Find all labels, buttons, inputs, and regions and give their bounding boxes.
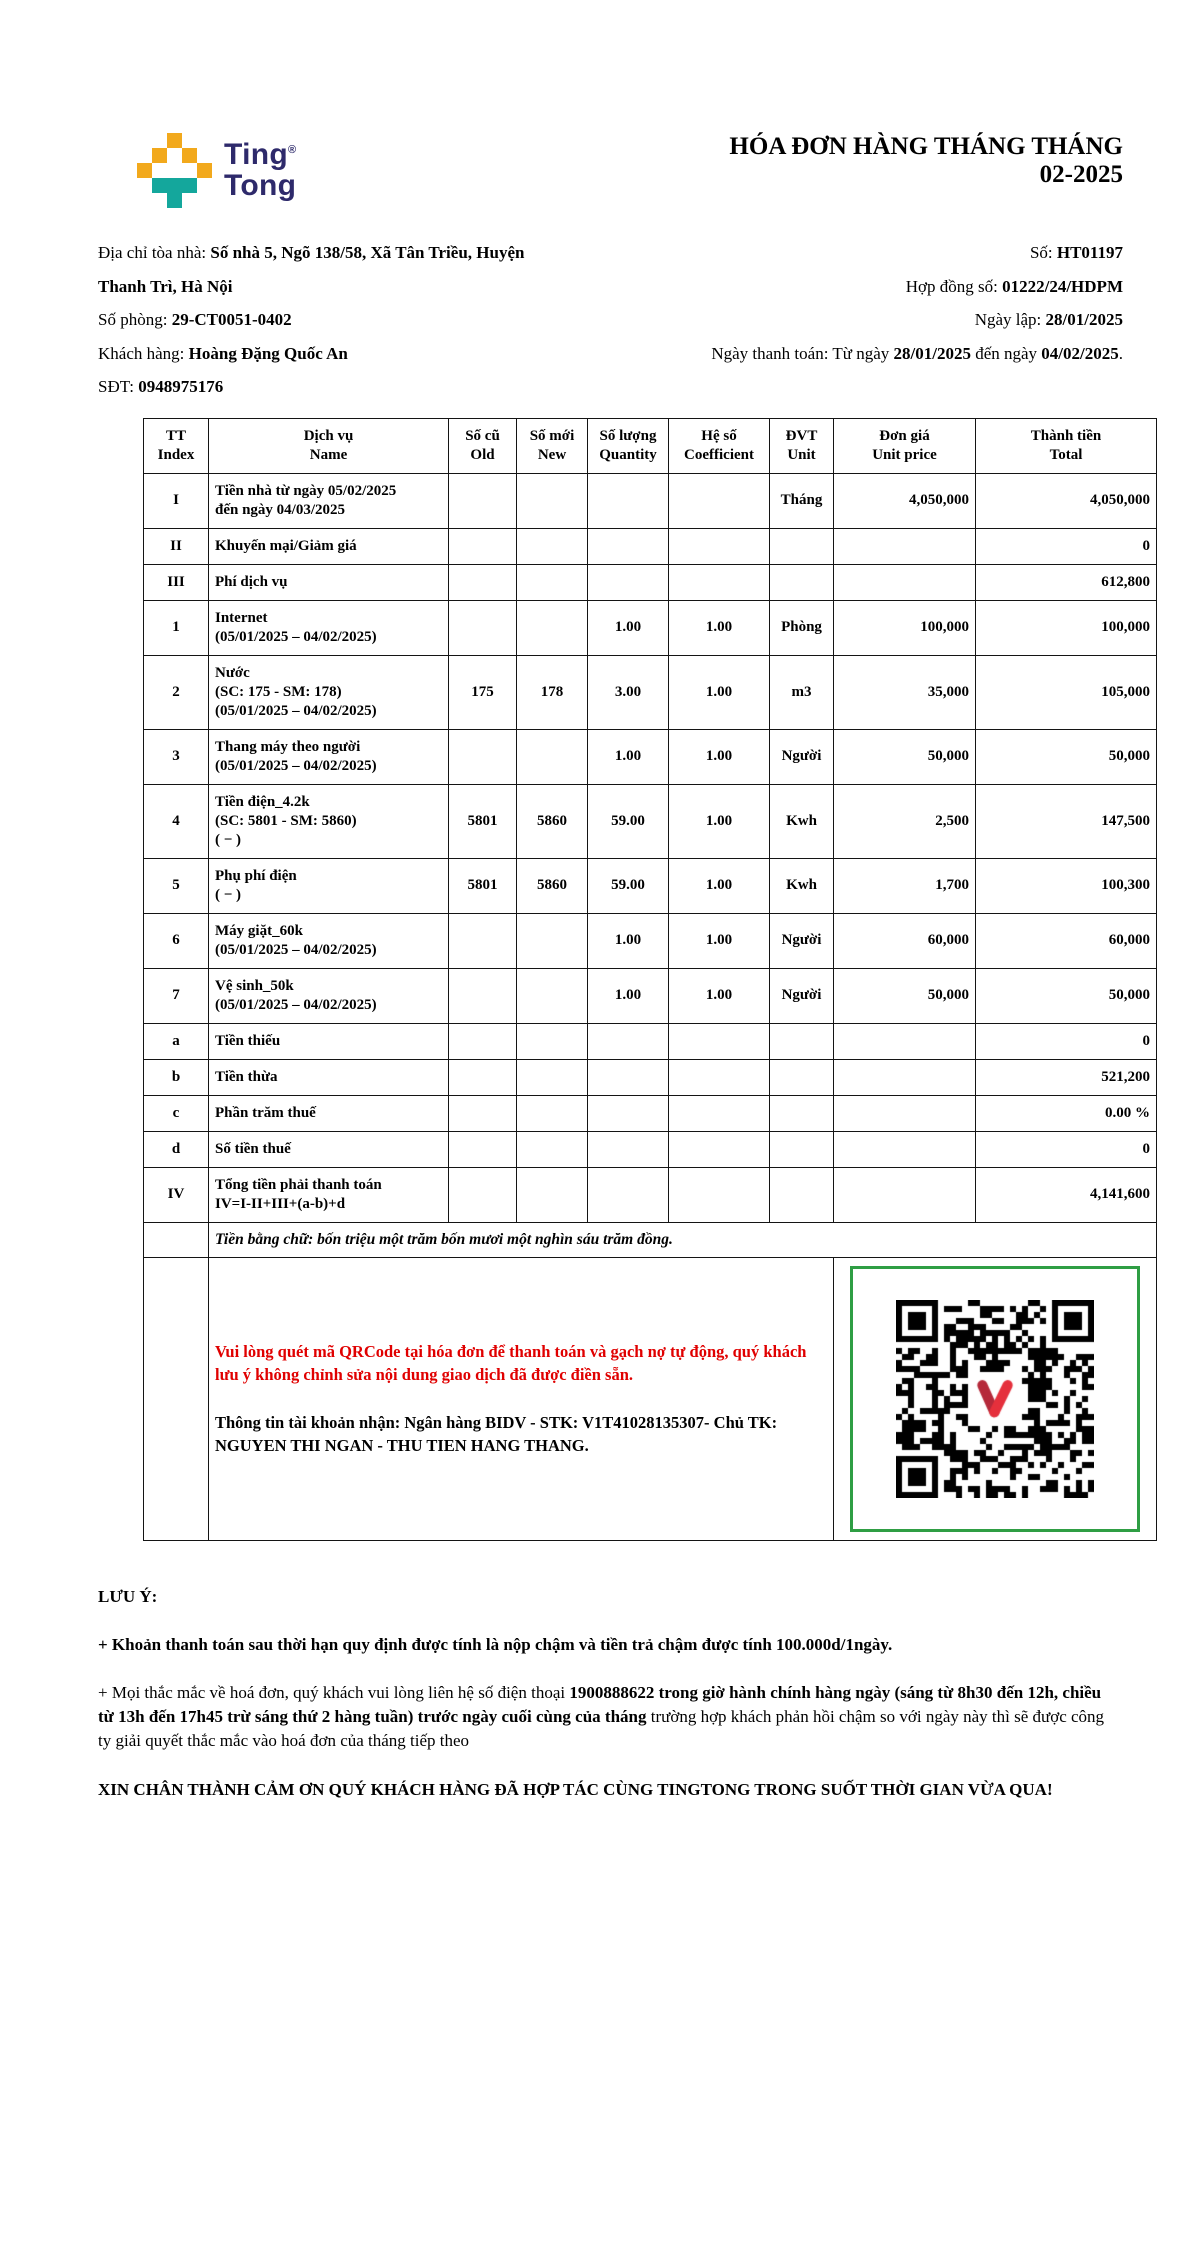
cell-name: Internet (05/01/2025 – 04/02/2025): [209, 600, 449, 655]
logo-pixel: [137, 163, 152, 178]
info-line: Số phòng: 29-CT0051-0402: [98, 310, 292, 329]
cell-unit-price: 50,000: [834, 968, 976, 1023]
logo-pixel: [152, 148, 167, 163]
cell-index: 5: [144, 858, 209, 913]
logo-pixel: [182, 148, 197, 163]
invoice-table: [143, 418, 1157, 1541]
cell-unit-price: [834, 564, 976, 600]
cell-unit: Kwh: [770, 784, 834, 858]
cell-new: [517, 1095, 588, 1131]
brand-name-ting: Ting: [224, 138, 288, 171]
cell-name: Thang máy theo người (05/01/2025 – 04/02/2025): [209, 729, 449, 784]
cell-coefficient: [669, 564, 770, 600]
cell-index: II: [144, 528, 209, 564]
column-header: Số lượng Quantity: [588, 418, 669, 473]
tingtong-logo-icon: [137, 133, 212, 208]
service-row: [144, 968, 1157, 1023]
logo-pixel: [152, 133, 167, 148]
cell-coefficient: [669, 528, 770, 564]
cell-total: 105,000: [976, 655, 1157, 729]
cell-unit: Người: [770, 968, 834, 1023]
cell-total: 0: [976, 1131, 1157, 1167]
amount-in-words-row: [144, 1222, 1157, 1257]
invoice-table-head: [144, 418, 1157, 473]
cell-coefficient: 1.00: [669, 784, 770, 858]
cell-unit-price: [834, 1131, 976, 1167]
cell-total: 612,800: [976, 564, 1157, 600]
cell-coefficient: [669, 1023, 770, 1059]
info-line: Địa chỉ tòa nhà: Số nhà 5, Ngõ 138/58, Xã Tân Triều, Huyện Thanh Trì, Hà Nội: [98, 243, 525, 296]
cell-index: b: [144, 1059, 209, 1095]
cell-unit: m3: [770, 655, 834, 729]
header-row: [144, 418, 1157, 473]
cell-coefficient: [669, 1095, 770, 1131]
cell-index: 4: [144, 784, 209, 858]
cell-unit: Kwh: [770, 858, 834, 913]
payment-note-cell: [209, 1257, 834, 1540]
qr-code-cell: [834, 1257, 1157, 1540]
logo-pixel: [167, 193, 182, 208]
cell-old: [449, 1059, 517, 1095]
info-line: SĐT: 0948975176: [98, 377, 224, 396]
cell-quantity: [588, 1023, 669, 1059]
cell-unit-price: [834, 528, 976, 564]
cell-coefficient: 1.00: [669, 600, 770, 655]
logo-pixel: [152, 178, 167, 193]
service-row: [144, 1095, 1157, 1131]
logo-pixel: [197, 193, 212, 208]
column-header: Số cũ Old: [449, 418, 517, 473]
logo-pixel: [152, 193, 167, 208]
service-row: [144, 655, 1157, 729]
cell-new: [517, 1059, 588, 1095]
column-header: Thành tiền Total: [976, 418, 1157, 473]
cell-total: 100,300: [976, 858, 1157, 913]
cell-old: [449, 1131, 517, 1167]
cell-quantity: 1.00: [588, 968, 669, 1023]
column-header: Dịch vụ Name: [209, 418, 449, 473]
cell-new: 5860: [517, 858, 588, 913]
cell-old: 5801: [449, 858, 517, 913]
cell-index: d: [144, 1131, 209, 1167]
customer-info: [98, 236, 560, 404]
cell-unit-price: 60,000: [834, 913, 976, 968]
cell-index: III: [144, 564, 209, 600]
cell-quantity: 1.00: [588, 913, 669, 968]
cell-coefficient: 1.00: [669, 968, 770, 1023]
cell-old: [449, 1095, 517, 1131]
cell-unit-price: 50,000: [834, 729, 976, 784]
cell-coefficient: 1.00: [669, 913, 770, 968]
notes-heading: LƯU Ý:: [98, 1586, 158, 1606]
cell-name: Tiền thiếu: [209, 1023, 449, 1059]
cell-unit-price: [834, 1059, 976, 1095]
cell-unit-price: [834, 1167, 976, 1222]
cell-index: a: [144, 1023, 209, 1059]
cell-old: [449, 600, 517, 655]
cell-name: Tổng tiền phải thanh toán IV=I-II+III+(a-b)+d: [209, 1167, 449, 1222]
info-line: Hợp đồng số: 01222/24/HDPM: [905, 276, 1123, 296]
brand-name-line1: [224, 135, 296, 170]
cell-name: Tiền nhà từ ngày 05/02/2025 đến ngày 04/03/2025: [209, 473, 449, 528]
logo-pixel: [182, 193, 197, 208]
cell-old: [449, 968, 517, 1023]
cell-quantity: [588, 564, 669, 600]
cell-new: [517, 473, 588, 528]
column-header: Hệ số Coefficient: [669, 418, 770, 473]
qr-row: [144, 1257, 1157, 1540]
cell-new: [517, 564, 588, 600]
cell-new: [517, 968, 588, 1023]
cell-coefficient: [669, 473, 770, 528]
logo-pixel: [152, 163, 167, 178]
logo-pixel: [137, 148, 152, 163]
cell-coefficient: [669, 1167, 770, 1222]
cell-unit-price: [834, 1023, 976, 1059]
cell-index: I: [144, 473, 209, 528]
cell-new: [517, 729, 588, 784]
cell-unit-price: 2,500: [834, 784, 976, 858]
cell-name: Máy giặt_60k (05/01/2025 – 04/02/2025): [209, 913, 449, 968]
cell-name: Tiền điện_4.2k (SC: 5801 - SM: 5860) ( − ): [209, 784, 449, 858]
cell-old: [449, 913, 517, 968]
cell-coefficient: [669, 1059, 770, 1095]
cell-total: 50,000: [976, 729, 1157, 784]
cell-total: 0: [976, 528, 1157, 564]
logo-pixel: [137, 193, 152, 208]
cell-unit: [770, 1059, 834, 1095]
cell-index: IV: [144, 1167, 209, 1222]
cell-new: [517, 600, 588, 655]
cell-name: Số tiền thuế: [209, 1131, 449, 1167]
logo-pixel: [167, 133, 182, 148]
cell-coefficient: 1.00: [669, 729, 770, 784]
cell-new: [517, 913, 588, 968]
qr-instruction-text: Vui lòng quét mã QRCode tại hóa đơn để thanh toán và gạch nợ tự động, quý khách lưu ý không chỉnh sửa nội dung giao dịch đã được điền sẵn.: [215, 1341, 807, 1384]
cell-name: Khuyến mại/Giảm giá: [209, 528, 449, 564]
cell-index: 6: [144, 913, 209, 968]
cell-unit: [770, 1131, 834, 1167]
cell-old: [449, 564, 517, 600]
info-line: Ngày lập: 28/01/2025: [974, 310, 1123, 329]
cell-old: [449, 1167, 517, 1222]
cell-index: 1: [144, 600, 209, 655]
logo-pixel: [167, 163, 182, 178]
cell-new: 5860: [517, 784, 588, 858]
service-row: [144, 473, 1157, 528]
cell-new: [517, 1023, 588, 1059]
logo-pixel: [197, 163, 212, 178]
cell-name: Phí dịch vụ: [209, 564, 449, 600]
bank-account-text: Thông tin tài khoản nhận: Ngân hàng BIDV - STK: V1T41028135307- Chủ TK: NGUYEN THI NGAN - THU TIEN HANG THANG.: [215, 1412, 778, 1455]
cell-index: 2: [144, 655, 209, 729]
cell-unit-price: 1,700: [834, 858, 976, 913]
cell-new: [517, 1167, 588, 1222]
column-header: Số mới New: [517, 418, 588, 473]
cell-quantity: [588, 1167, 669, 1222]
hotline-note: + Mọi thắc mắc về hoá đơn, quý khách vui lòng liên hệ số điện thoại 1900888622 trong giờ hành chính hàng ngày (sáng từ 8h30 đến 12h, chiều từ 13h đến 17h45 trừ sáng thứ 2 hàng tuần) trước ngày cuối cùng của tháng trường hợp khách phản hồi chậm so với ngày này thì sẽ được công ty giải quyết thắc mắc vào hoá đơn của tháng tiếp theo: [98, 1682, 1105, 1750]
cell-quantity: 1.00: [588, 600, 669, 655]
cell-total: 521,200: [976, 1059, 1157, 1095]
cell-name: Nước (SC: 175 - SM: 178) (05/01/2025 – 04/02/2025): [209, 655, 449, 729]
brand-logo: [137, 133, 296, 208]
logo-pixel: [182, 133, 197, 148]
service-row: [144, 729, 1157, 784]
footer-notes: [0, 1541, 1200, 1802]
cell-quantity: [588, 473, 669, 528]
cell-quantity: [588, 1059, 669, 1095]
cell-name: Phụ phí điện ( − ): [209, 858, 449, 913]
registered-mark: ®: [287, 144, 297, 156]
cell-old: 175: [449, 655, 517, 729]
cell-old: [449, 528, 517, 564]
cell-new: [517, 1131, 588, 1167]
service-row: [144, 564, 1157, 600]
cell-total: 147,500: [976, 784, 1157, 858]
column-header: TT Index: [144, 418, 209, 473]
cell-index: [144, 1257, 209, 1540]
cell-total: 100,000: [976, 600, 1157, 655]
cell-unit: [770, 1023, 834, 1059]
cell-quantity: [588, 528, 669, 564]
info-line: Ngày thanh toán: Từ ngày 28/01/2025 đến ngày 04/02/2025.: [711, 343, 1123, 363]
invoice-info: [0, 208, 1200, 404]
cell-quantity: [588, 1095, 669, 1131]
service-row: [144, 913, 1157, 968]
cell-unit: [770, 528, 834, 564]
cell-unit-price: [834, 1095, 976, 1131]
service-row: [144, 600, 1157, 655]
cell-unit: [770, 1095, 834, 1131]
cell-unit-price: 35,000: [834, 655, 976, 729]
cell-total: 0: [976, 1023, 1157, 1059]
cell-unit-price: 4,050,000: [834, 473, 976, 528]
logo-pixel: [197, 178, 212, 193]
service-row: [144, 1131, 1157, 1167]
cell-coefficient: [669, 1131, 770, 1167]
cell-new: 178: [517, 655, 588, 729]
cell-unit: [770, 1167, 834, 1222]
cell-index: [144, 1222, 209, 1257]
cell-quantity: 3.00: [588, 655, 669, 729]
logo-pixel: [137, 133, 152, 148]
logo-pixel: [197, 133, 212, 148]
logo-pixel: [167, 148, 182, 163]
cell-quantity: 1.00: [588, 729, 669, 784]
logo-pixel: [182, 178, 197, 193]
cell-total: 0.00 %: [976, 1095, 1157, 1131]
invoice-table-body: [144, 473, 1157, 1540]
cell-old: [449, 729, 517, 784]
cell-unit-price: 100,000: [834, 600, 976, 655]
brand-name-tong: Tong: [224, 169, 297, 202]
thank-you-note: XIN CHÂN THÀNH CẢM ƠN QUÝ KHÁCH HÀNG ĐÃ HỢP TÁC CÙNG TINGTONG TRONG SUỐT THỜI GIAN VỪA QUA!: [98, 1779, 1053, 1799]
service-row: [144, 528, 1157, 564]
invoice-title: HÓA ĐƠN HÀNG THÁNG THÁNG 02-2025: [729, 133, 1123, 188]
cell-unit: Phòng: [770, 600, 834, 655]
logo-pixel: [197, 148, 212, 163]
cell-old: [449, 1023, 517, 1059]
cell-total: 50,000: [976, 968, 1157, 1023]
info-line: Số: HT01197: [1029, 243, 1123, 262]
service-row: [144, 784, 1157, 858]
cell-unit: [770, 564, 834, 600]
cell-total: 60,000: [976, 913, 1157, 968]
service-row: [144, 858, 1157, 913]
invoice-header: [0, 0, 1200, 208]
service-row: [144, 1167, 1157, 1222]
cell-unit: Người: [770, 729, 834, 784]
cell-unit: Tháng: [770, 473, 834, 528]
logo-pixel: [167, 178, 182, 193]
cell-old: [449, 473, 517, 528]
column-header: Đơn giá Unit price: [834, 418, 976, 473]
cell-coefficient: 1.00: [669, 858, 770, 913]
info-line: Khách hàng: Hoàng Đặng Quốc An: [98, 343, 348, 363]
qr-code-frame: [850, 1266, 1140, 1532]
cell-unit: Người: [770, 913, 834, 968]
cell-index: 3: [144, 729, 209, 784]
cell-old: 5801: [449, 784, 517, 858]
logo-pixel: [182, 163, 197, 178]
cell-name: Vệ sinh_50k (05/01/2025 – 04/02/2025): [209, 968, 449, 1023]
cell-quantity: 59.00: [588, 784, 669, 858]
cell-coefficient: 1.00: [669, 655, 770, 729]
column-header: ĐVT Unit: [770, 418, 834, 473]
cell-total: 4,050,000: [976, 473, 1157, 528]
cell-quantity: 59.00: [588, 858, 669, 913]
service-row: [144, 1023, 1157, 1059]
late-payment-note: + Khoản thanh toán sau thời hạn quy định được tính là nộp chậm và tiền trả chậm được tính 100.000d/1ngày.: [98, 1634, 893, 1654]
cell-quantity: [588, 1131, 669, 1167]
cell-new: [517, 528, 588, 564]
invoice-meta: [560, 236, 1123, 404]
qr-code-image: [896, 1300, 1094, 1498]
logo-pixel: [137, 178, 152, 193]
cell-name: Tiền thừa: [209, 1059, 449, 1095]
amount-in-words-cell: Tiền bằng chữ: bốn triệu một trăm bốn mươi một nghìn sáu trăm đồng.: [209, 1222, 1157, 1257]
brand-wordmark: [224, 135, 296, 201]
cell-index: 7: [144, 968, 209, 1023]
cell-name: Phần trăm thuế: [209, 1095, 449, 1131]
service-row: [144, 1059, 1157, 1095]
cell-total: 4,141,600: [976, 1167, 1157, 1222]
cell-index: c: [144, 1095, 209, 1131]
